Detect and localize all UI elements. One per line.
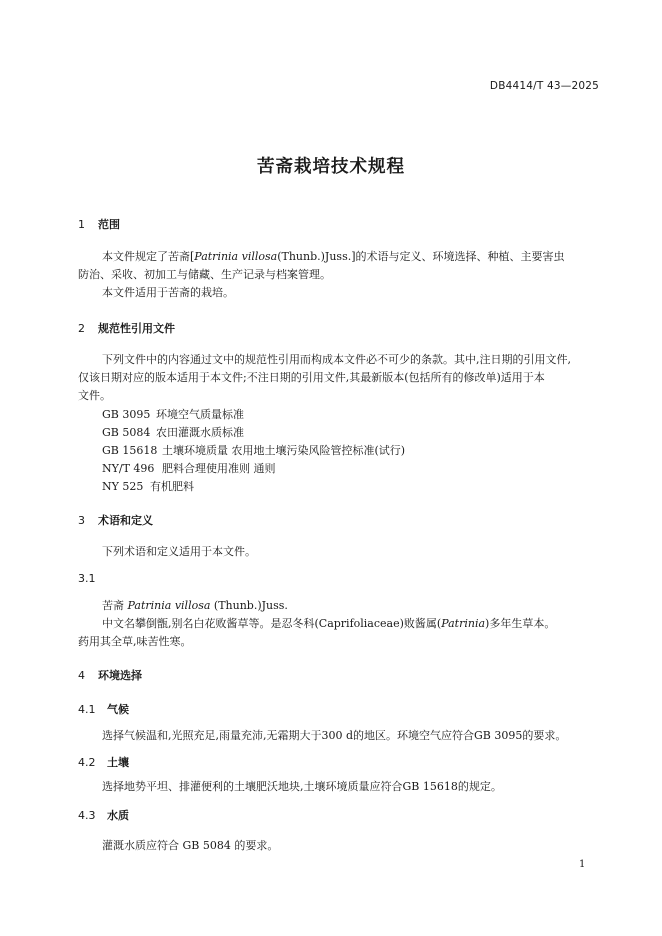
reference-title: 土壤环境质量 农用地土壤污染风险管控标准(试行) <box>162 444 406 457</box>
text-line: 仅该日期对应的版本适用于本文件;不注日期的引用文件,其最新版本(包括所有的修改单)适用于本 <box>78 371 545 384</box>
document-title: 苦斋栽培技术规程 <box>257 157 405 177</box>
section-title: 范围 <box>98 218 120 231</box>
section-title: 术语和定义 <box>98 514 153 527</box>
text-run: (Thunb.)Juss.]的术语与定义、环境选择、种植、主要害虫 <box>277 250 565 263</box>
section-1-paragraph-2: 本文件适用于苦斋的栽培。 <box>102 286 234 299</box>
text-run: 本文件规定了苦斋[ <box>102 250 195 263</box>
subsection-title: 气候 <box>107 703 129 716</box>
text-line <box>78 248 565 266</box>
subsection-3-1-number: 3.1 <box>78 572 96 585</box>
subsection-4-3-heading <box>78 807 129 823</box>
subsection-4-1-text <box>78 727 566 745</box>
reference-code: NY 525 <box>102 480 144 493</box>
latin-name: Patrinia villosa <box>194 250 278 263</box>
document-code: DB4414/T 43—2025 <box>489 80 599 92</box>
reference-item <box>102 424 244 440</box>
text-line: 灌溉水质应符合 GB 5084 的要求。 <box>102 839 279 852</box>
section-title: 环境选择 <box>98 669 142 682</box>
term-3-1 <box>78 597 555 651</box>
reference-item <box>102 478 194 494</box>
subsection-number: 4.1 <box>78 703 96 716</box>
reference-code: GB 3095 <box>102 408 151 421</box>
definition-line: 药用其全草,味苦性寒。 <box>78 635 192 648</box>
reference-item <box>102 460 276 476</box>
term-line <box>78 597 555 615</box>
text-run: 中文名攀倒甑,别名白花败酱草等。是忍冬科(Caprifoliaceae)败酱属( <box>102 617 442 630</box>
subsection-4-2-heading <box>78 754 129 770</box>
text-line: 防治、采收、初加工与储藏、生产记录与档案管理。 <box>78 268 331 281</box>
section-4-heading <box>78 667 142 683</box>
section-3-heading <box>78 512 153 528</box>
subsection-number: 4.2 <box>78 756 96 769</box>
text-line: 选择气候温和,光照充足,雨量充沛,无霜期大于300 d的地区。环境空气应符合GB 3095的要求。 <box>102 729 567 742</box>
section-1-heading <box>78 216 120 232</box>
term-chinese: 苦斋 <box>102 599 124 612</box>
reference-item <box>102 406 244 422</box>
section-number: 3 <box>78 514 85 527</box>
reference-code: GB 15618 <box>102 444 158 457</box>
subsection-title: 土壤 <box>107 756 129 769</box>
text-line: 下列术语和定义适用于本文件。 <box>102 545 256 558</box>
subsection-4-2-text <box>78 778 502 796</box>
latin-name: Patrinia <box>441 617 486 630</box>
text-run: )多年生草本。 <box>485 617 556 630</box>
text-line: 下列文件中的内容通过文中的规范性引用而构成本文件必不可少的条款。其中,注日期的引用文件, <box>102 353 571 366</box>
reference-title: 农田灌溉水质标准 <box>156 426 244 439</box>
reference-code: GB 5084 <box>102 426 151 439</box>
subsection-4-1-heading <box>78 701 129 717</box>
reference-title: 有机肥料 <box>150 480 194 493</box>
subsection-4-3-text <box>78 837 278 855</box>
subsection-title: 水质 <box>107 809 129 822</box>
reference-code: NY/T 496 <box>102 462 155 475</box>
section-1-paragraph-1 <box>78 248 565 302</box>
reference-item <box>102 442 405 458</box>
text-line: 文件。 <box>78 389 111 402</box>
section-number: 4 <box>78 669 85 682</box>
section-title: 规范性引用文件 <box>98 322 175 335</box>
text-line: 选择地势平坦、排灌便利的土壤肥沃地块,土壤环境质量应符合GB 15618的规定。 <box>102 780 502 793</box>
section-number: 2 <box>78 322 85 335</box>
reference-title: 环境空气质量标准 <box>156 408 244 421</box>
section-number: 1 <box>78 218 85 231</box>
section-3-intro <box>78 543 256 561</box>
section-2-heading <box>78 320 175 336</box>
term-author: (Thunb.)Juss. <box>213 599 288 612</box>
definition-line <box>78 615 555 633</box>
term-latin: Patrinia villosa <box>127 599 211 612</box>
reference-title: 肥料合理使用准则 通则 <box>162 462 276 475</box>
section-2-paragraph <box>78 351 571 405</box>
subsection-number: 4.3 <box>78 809 96 822</box>
page-number: 1 <box>579 859 586 870</box>
